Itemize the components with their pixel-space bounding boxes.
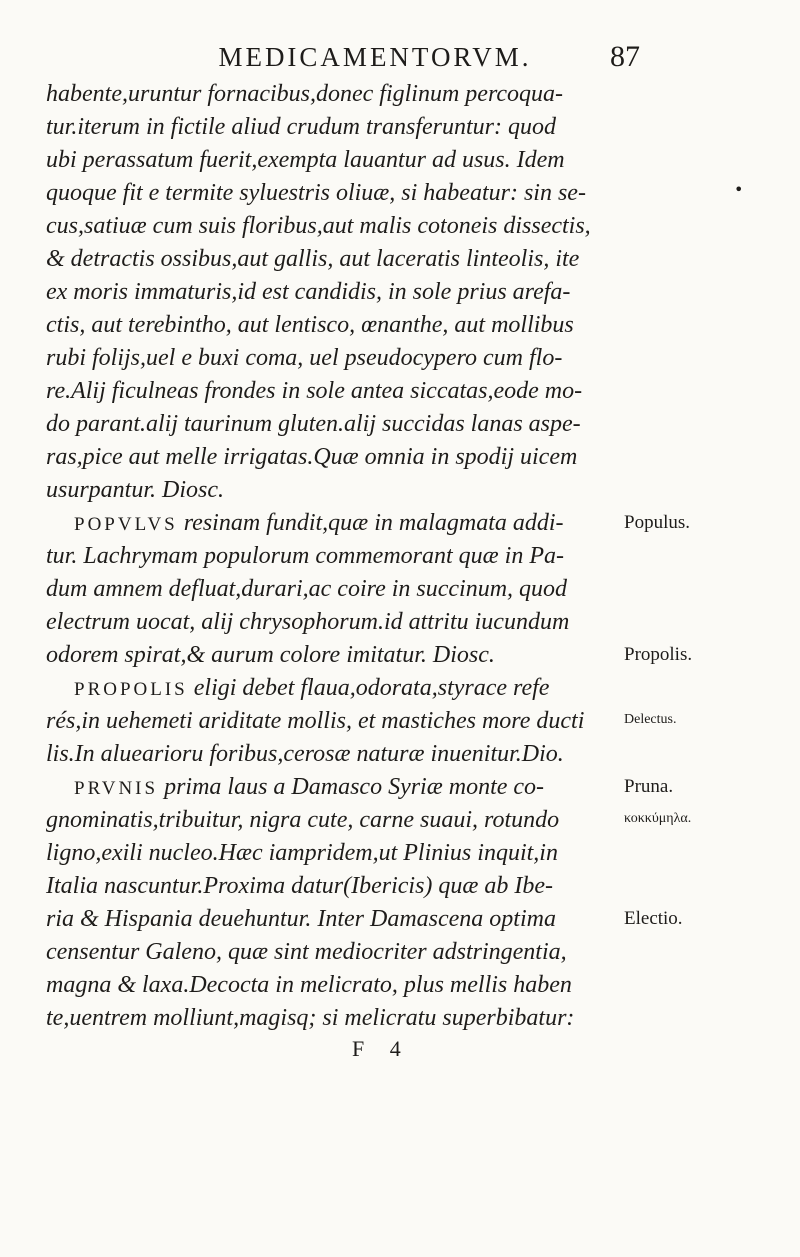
text-line: rubi folijs,uel e buxi coma, uel pseudocypero cum flo-	[46, 345, 563, 371]
text-line: te,uentrem molliunt,magisq; si melicratu superbibatur:	[46, 1005, 575, 1031]
text-line: odorem spirat,& aurum colore imitatur. Diosc.	[46, 642, 495, 668]
running-head: MEDICAMENTORVM.	[218, 42, 532, 72]
text-line: cus,satiuæ cum suis floribus,aut malis cotoneis dissectis,	[46, 213, 591, 239]
margin-note: Delectus.	[624, 712, 677, 727]
text-line: magna & laxa.Decocta in melicrato, plus mellis haben	[46, 972, 572, 998]
page-number: 87	[610, 40, 640, 73]
section-line-propolis: PROPOLIS eligi debet flaua,odorata,styrace refe	[74, 675, 550, 701]
signature-mark: F 4	[352, 1036, 411, 1061]
text-line: do parant.alij taurinum gluten.alij succidas lanas aspe-	[46, 411, 581, 437]
text-line: tur.iterum in fictile aliud crudum transferuntur: quod	[46, 114, 556, 140]
margin-note: Pruna.	[624, 776, 674, 797]
section-head: PROPOLIS	[74, 679, 188, 700]
text-line: ria & Hispania deuehuntur. Inter Damascena optima	[46, 906, 556, 932]
text-line: ligno,exili nucleo.Hæc iampridem,ut Plinius inquit,in	[46, 840, 558, 866]
text-line: ras,pice aut melle irrigatas.Quæ omnia in spodij uicem	[46, 444, 578, 470]
section-head: PRVNIS	[74, 778, 159, 799]
text-line: ubi perassatum fuerit,exempta lauantur ad usus. Idem	[46, 147, 565, 173]
section-line-pruna: PRVNIS prima laus a Damasco Syriæ monte co-	[74, 774, 545, 800]
section-line-populus: POPVLVS resinam fundit,quæ in malagmata addi-	[74, 510, 564, 536]
margin-dot: •	[734, 180, 744, 199]
margin-note: κοκκύμηλα.	[624, 811, 692, 826]
section-head: POPVLVS	[74, 514, 178, 535]
text-line: Italia nascuntur.Proxima datur(Ibericis) quæ ab Ibe-	[46, 873, 554, 899]
text-line: lis.In aluearioru foribus,cerosæ naturæ inuenitur.Dio.	[46, 741, 564, 767]
text-line: usurpantur. Diosc.	[46, 477, 225, 503]
text-line: gnominatis,tribuitur, nigra cute, carne suaui, rotundo	[46, 807, 560, 833]
text-line: & detractis ossibus,aut gallis, aut laceratis linteolis, ite	[46, 246, 580, 272]
text-line: electrum uocat, alij chrysophorum.id attritu iucundum	[46, 609, 570, 635]
margin-note: Populus.	[624, 512, 690, 533]
text-line: censentur Galeno, quæ sint mediocriter adstringentia,	[46, 939, 567, 965]
text-line: ex moris immaturis,id est candidis, in sole prius arefa-	[46, 279, 571, 305]
text-line: habente,uruntur fornacibus,donec figlinum percoqua-	[46, 81, 564, 107]
text-line: quoque fit e termite syluestris oliuæ, si habeatur: sin se-	[46, 180, 586, 206]
text-line: ctis, aut terebintho, aut lentisco, œnanthe, aut mollibus	[46, 312, 574, 338]
margin-note: Propolis.	[624, 644, 693, 665]
text-line: tur. Lachrymam populorum commemorant quæ in Pa-	[46, 543, 564, 569]
margin-note: Electio.	[624, 908, 683, 929]
text-line: dum amnem defluat,durari,ac coire in succinum, quod	[46, 576, 568, 602]
text-line: rés,in uehemeti ariditate mollis, et mastiches more ducti	[46, 708, 585, 734]
text-line: re.Alij ficulneas frondes in sole antea siccatas,eode mo-	[46, 378, 583, 404]
